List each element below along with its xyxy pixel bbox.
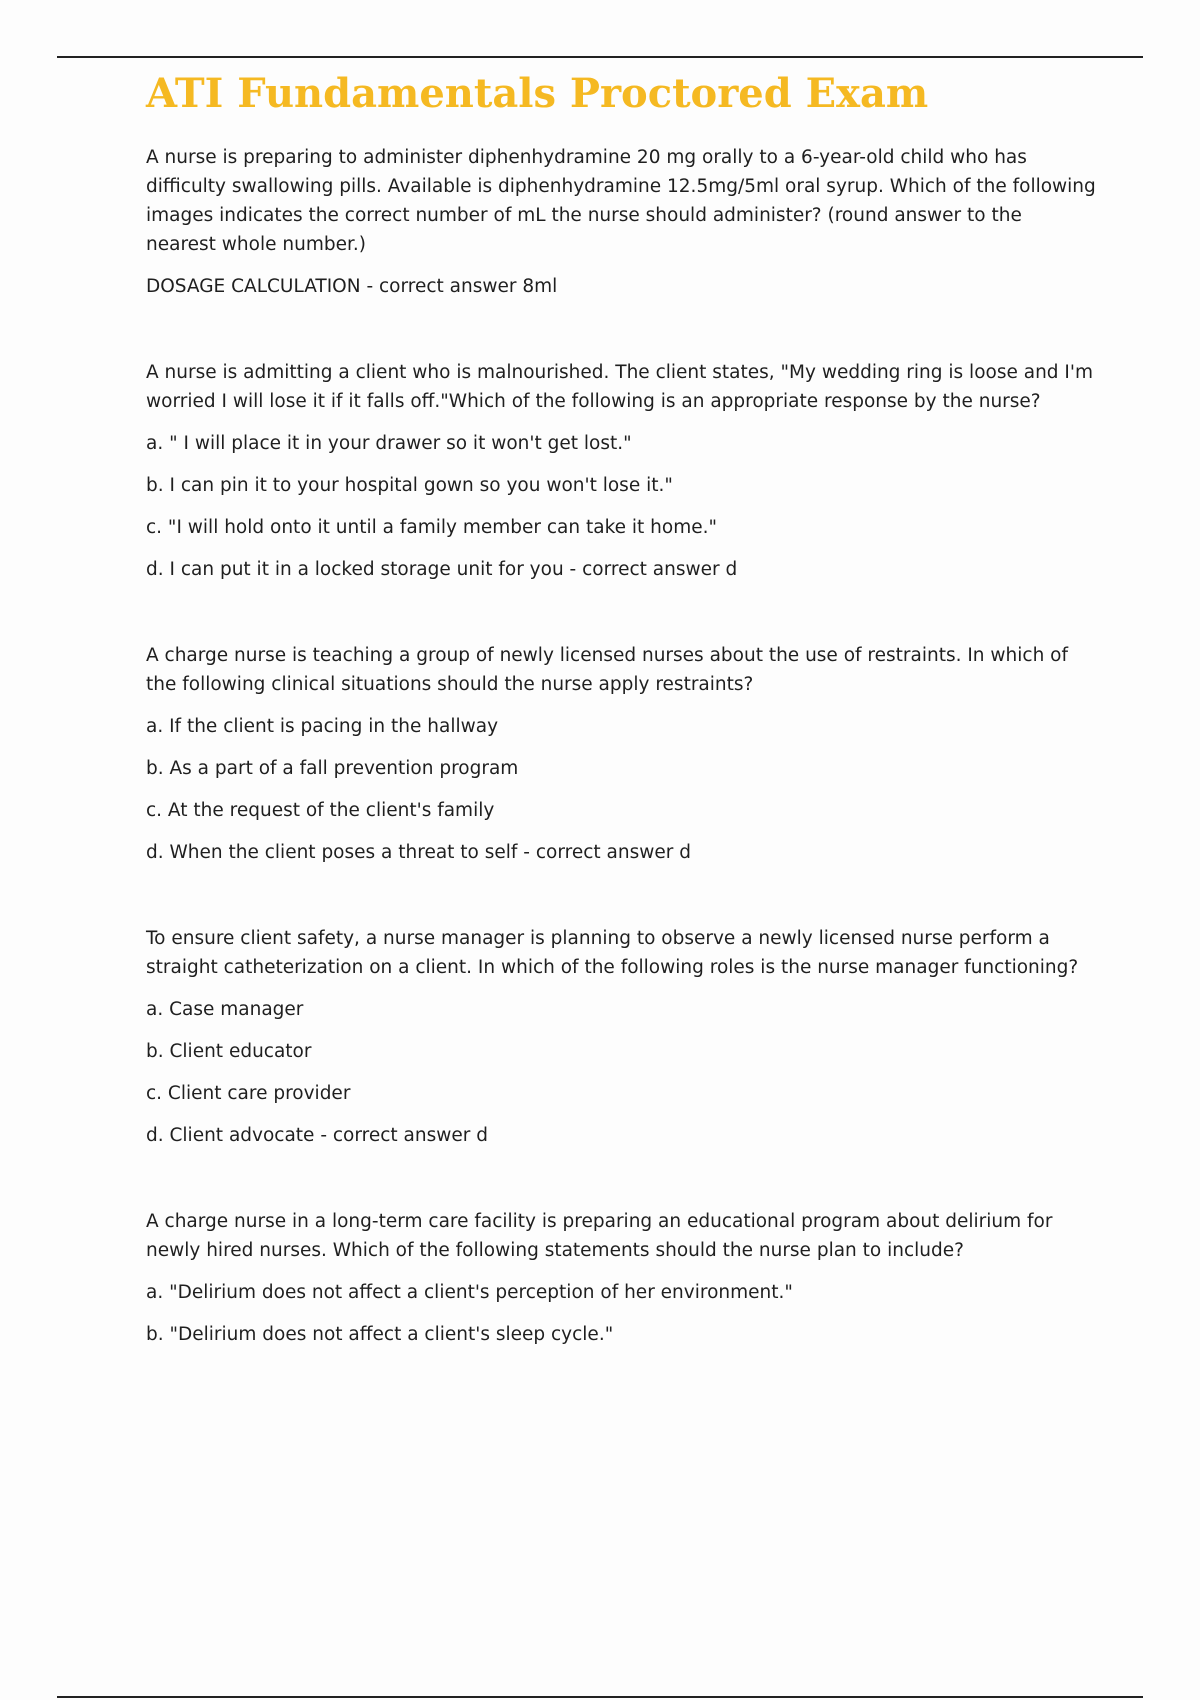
answer-option: a. " I will place it in your drawer so it won't get lost." <box>146 433 632 454</box>
answer-option: b. As a part of a fall prevention program <box>146 758 519 779</box>
question-block <box>146 143 1096 301</box>
answer-option: b. Client educator <box>146 1041 312 1062</box>
footer-rule <box>57 1696 1143 1698</box>
question-text: To ensure client safety, a nurse manager is planning to observe a newly licensed nurse perform a straight catheterization on a client. In which of the following roles is the nurse manager functioning? <box>146 928 1079 978</box>
answer-option: d. When the client poses a threat to self - correct answer d <box>146 842 691 863</box>
question-block <box>146 1207 1096 1349</box>
question-text: A charge nurse in a long-term care facility is preparing an educational program about delirium for newly hired nurses. Which of the following statements should the nurse plan to include? <box>146 1211 1053 1261</box>
answer-option: c. At the request of the client's family <box>146 800 495 821</box>
question-block <box>146 641 1096 867</box>
answer-option: b. "Delirium does not affect a client's sleep cycle." <box>146 1324 614 1345</box>
answer-option: a. Case manager <box>146 999 304 1020</box>
question-text: A charge nurse is teaching a group of newly licensed nurses about the use of restraints. In which of the following clinical situations should the nurse apply restraints? <box>146 645 1069 695</box>
answer-option: d. I can put it in a locked storage unit for you - correct answer d <box>146 559 738 580</box>
answer-option: c. "I will hold onto it until a family member can take it home." <box>146 517 718 538</box>
document-title: ATI Fundamentals Proctored Exam <box>146 70 929 117</box>
question-text: A nurse is admitting a client who is malnourished. The client states, "My wedding ring is loose and I'm worried I will lose it if it falls off."Which of the following is an appropriate response by the nurse? <box>146 362 1093 412</box>
question-text: A nurse is preparing to administer diphenhydramine 20 mg orally to a 6-year-old child who has difficulty swallowing pills. Available is diphenhydramine 12.5mg/5ml oral syrup. Which of the following images indicates the correct number of mL the nurse should administer? (round answer to the nearest whole number.) <box>146 147 1096 255</box>
answer-option: a. "Delirium does not affect a client's perception of her environment." <box>146 1282 793 1303</box>
question-block <box>146 358 1096 584</box>
header-rule <box>57 56 1143 58</box>
answer-option: d. Client advocate - correct answer d <box>146 1125 488 1146</box>
answer-option: a. If the client is pacing in the hallway <box>146 716 499 737</box>
document-body <box>146 70 1096 1406</box>
answer-option: c. Client care provider <box>146 1083 351 1104</box>
answer-line: DOSAGE CALCULATION - correct answer 8ml <box>146 276 558 297</box>
question-block <box>146 924 1096 1150</box>
answer-option: b. I can pin it to your hospital gown so you won't lose it." <box>146 475 673 496</box>
